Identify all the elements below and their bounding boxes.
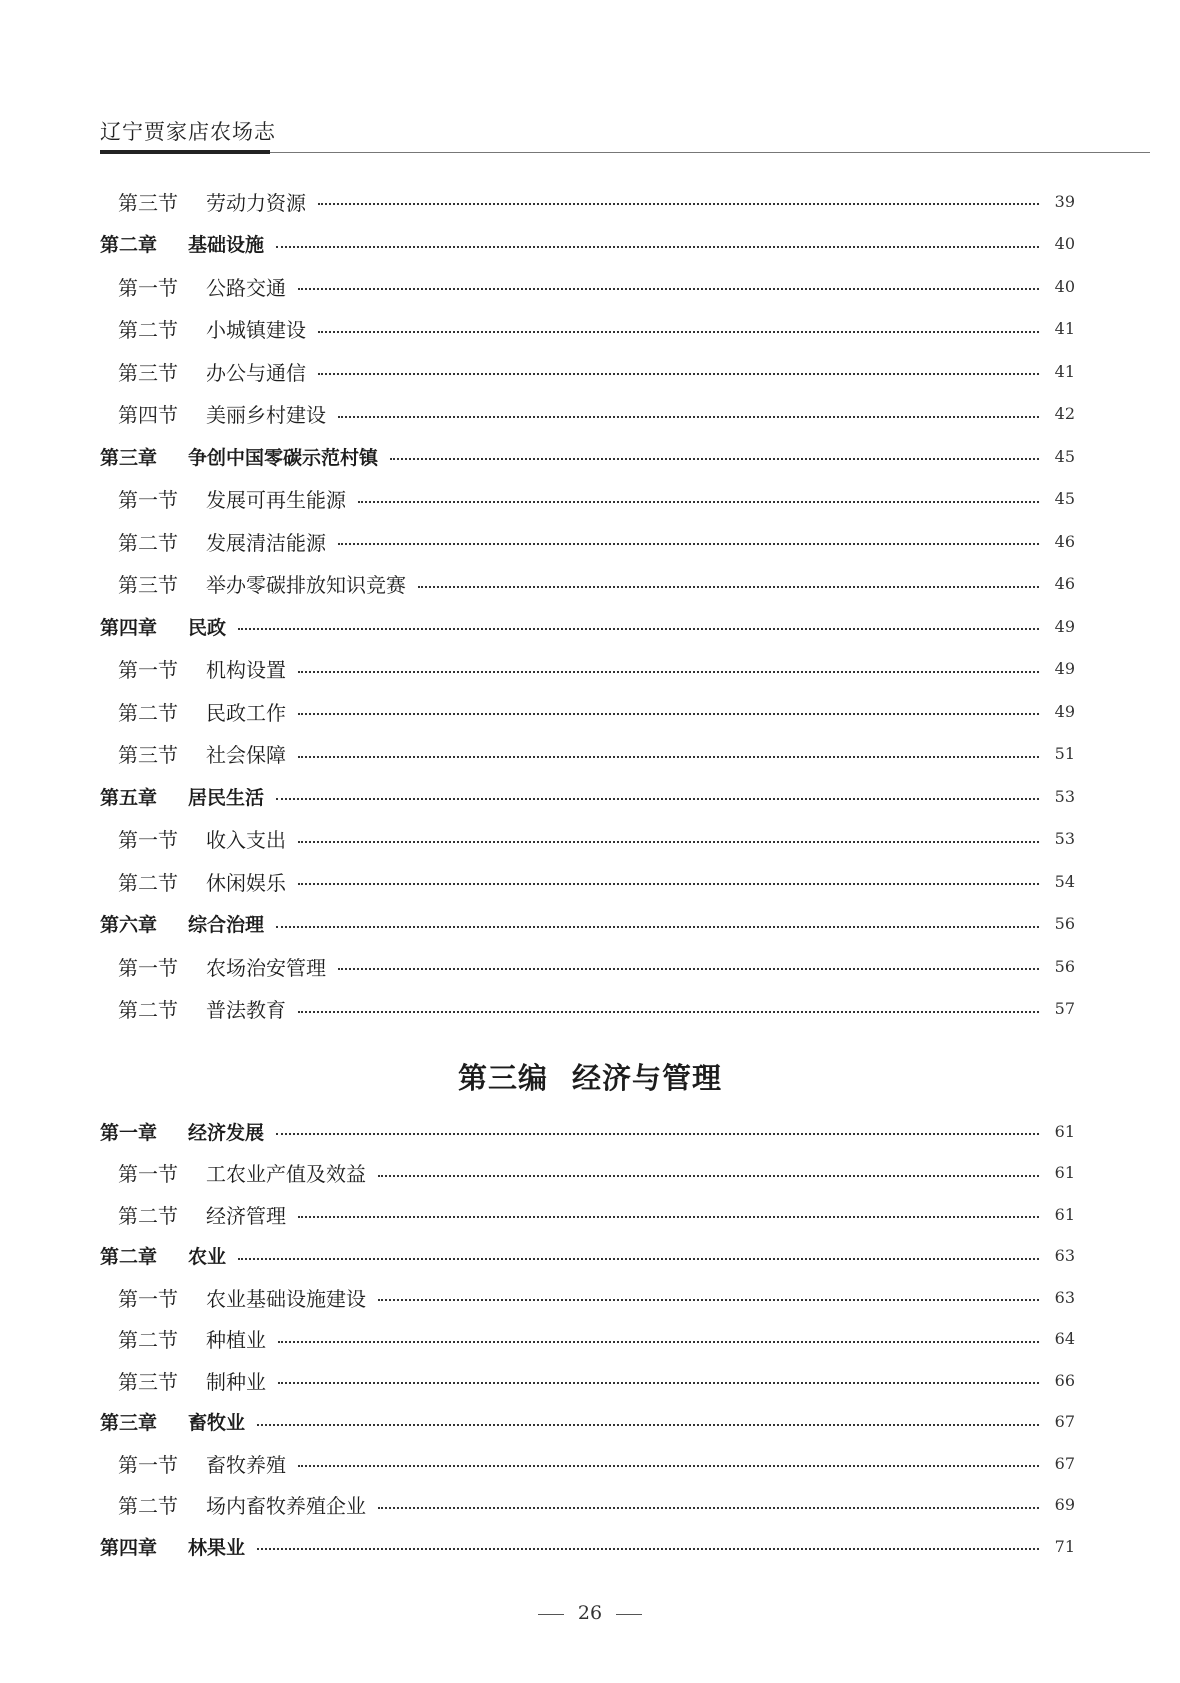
toc-entry-title: 综合治理 [188, 914, 265, 936]
dot-leader [278, 1339, 1039, 1343]
dot-leader [238, 1256, 1039, 1260]
toc-entry-chapter [0, 611, 1075, 641]
toc-entry-title: 林果业 [188, 1536, 246, 1559]
dot-leader [358, 499, 1039, 503]
toc-entry-label: 第三章 [100, 446, 158, 469]
dot-leader [276, 1131, 1039, 1135]
toc-entry-page: 49 [1054, 659, 1075, 678]
dot-leader [298, 1463, 1039, 1467]
dot-leader [276, 924, 1039, 928]
toc-entry-title: 休闲娱乐 [206, 870, 286, 895]
toc-entry-chapter [0, 781, 1075, 811]
toc-entry-section [0, 1158, 1075, 1188]
toc-entry-title: 农业基础设施建设 [206, 1286, 366, 1311]
toc-entry-page: 63 [1054, 1287, 1075, 1307]
header-rule-thick [100, 150, 270, 154]
toc-entry-section [0, 271, 1075, 301]
toc-entry-section [0, 399, 1075, 429]
toc-entry-chapter [0, 1531, 1075, 1561]
toc-entry-title: 农业 [188, 1246, 227, 1268]
toc-entry-page: 45 [1054, 489, 1075, 508]
toc-entry-page: 51 [1054, 744, 1075, 763]
toc-entry-title: 办公与通信 [206, 360, 306, 385]
toc-entry-section [0, 696, 1075, 726]
dot-leader [390, 456, 1039, 460]
toc-entry-label: 第六章 [100, 914, 158, 936]
toc-entry-page: 49 [1054, 701, 1075, 721]
toc-entry-label: 第四节 [118, 403, 178, 427]
toc-entry-page: 67 [1054, 1453, 1075, 1473]
toc-entry-label: 第二章 [100, 1246, 158, 1268]
toc-entry-page: 46 [1054, 531, 1075, 551]
toc-entry-section [0, 314, 1075, 344]
toc-entry-page: 53 [1054, 786, 1075, 806]
toc-entry-title: 基础设施 [188, 234, 265, 256]
toc-entry-title: 美丽乡村建设 [206, 403, 326, 427]
toc-entry-page: 69 [1054, 1495, 1075, 1514]
toc-entry-page: 63 [1054, 1246, 1075, 1265]
dot-leader [378, 1173, 1039, 1177]
toc-entry-page: 56 [1054, 914, 1075, 933]
dot-leader [276, 796, 1039, 800]
toc-entry-label: 第三节 [118, 360, 178, 385]
toc-entry-section [0, 1324, 1075, 1354]
toc-entry-title: 经济发展 [188, 1121, 265, 1144]
toc-entry-title: 机构设置 [206, 658, 286, 682]
toc-entry-page: 64 [1054, 1329, 1075, 1348]
toc-entry-title: 农场治安管理 [206, 955, 326, 980]
toc-entry-title: 发展可再生能源 [206, 488, 346, 512]
toc-entry-title: 公路交通 [206, 275, 286, 300]
toc-entry-label: 第二节 [118, 1203, 178, 1228]
toc-entry-section [0, 866, 1075, 896]
toc-entry-label: 第一节 [118, 1452, 178, 1477]
dot-leader [298, 711, 1039, 715]
toc-entry-section [0, 1365, 1075, 1395]
dot-leader [418, 584, 1039, 588]
toc-entry-label: 第三节 [118, 743, 178, 767]
toc-entry-label: 第一节 [118, 828, 178, 852]
toc-entry-page: 66 [1054, 1370, 1075, 1390]
toc-entry-section [0, 1199, 1075, 1229]
toc-entry-section [0, 484, 1075, 514]
toc-entry-label: 第一节 [118, 1162, 178, 1186]
toc-entry-label: 第二节 [118, 870, 178, 895]
toc-entry-label: 第二节 [118, 1494, 178, 1518]
dot-leader [378, 1297, 1039, 1301]
toc-entry-title: 居民生活 [188, 786, 265, 809]
toc-entry-label: 第五章 [100, 786, 158, 809]
toc-entry-page: 40 [1054, 234, 1075, 253]
dot-leader [338, 414, 1039, 418]
toc-entry-section [0, 951, 1075, 981]
toc-entry-page: 61 [1054, 1163, 1075, 1182]
toc-entry-title: 社会保障 [206, 743, 286, 767]
toc-entry-section [0, 739, 1075, 769]
dot-leader [298, 1214, 1039, 1218]
toc-entry-title: 收入支出 [206, 828, 286, 852]
dot-leader [278, 1380, 1039, 1384]
toc-entry-section [0, 526, 1075, 556]
toc-entry-page: 46 [1054, 574, 1075, 593]
toc-entry-section [0, 654, 1075, 684]
toc-entry-label: 第三节 [118, 190, 178, 215]
toc-entry-section [0, 1282, 1075, 1312]
toc-entry-page: 39 [1054, 191, 1075, 211]
toc-entry-chapter [0, 441, 1075, 471]
dot-leader [257, 1422, 1039, 1426]
toc-entry-page: 54 [1054, 871, 1075, 891]
dot-leader [298, 839, 1039, 843]
toc-entry-page: 41 [1054, 361, 1075, 381]
toc-entry-section [0, 356, 1075, 386]
toc-entry-label: 第二节 [118, 530, 178, 555]
toc-entry-title: 经济管理 [206, 1203, 286, 1228]
dot-leader [298, 669, 1039, 673]
dot-leader [298, 286, 1039, 290]
part-heading-label: 第三编 [457, 1061, 548, 1095]
dot-leader [238, 626, 1039, 630]
toc-entry-label: 第二节 [118, 700, 178, 725]
toc-entry-label: 第一节 [118, 955, 178, 980]
toc-entry-page: 40 [1054, 276, 1075, 296]
toc-entry-page: 57 [1054, 999, 1075, 1018]
toc-entry-title: 民政 [188, 616, 227, 639]
toc-entry-section [0, 569, 1075, 599]
toc-entry-label: 第四章 [100, 1536, 158, 1559]
toc-entry-label: 第四章 [100, 616, 158, 639]
toc-entry-title: 民政工作 [206, 700, 286, 725]
toc-entry-section [0, 1490, 1075, 1520]
toc-entry-page: 49 [1054, 616, 1075, 636]
toc-entry-label: 第三节 [118, 1369, 178, 1394]
toc-entry-section [0, 1448, 1075, 1478]
header-rule-thin [270, 152, 1150, 153]
dot-leader [257, 1546, 1039, 1550]
toc-entry-page: 71 [1054, 1536, 1075, 1556]
toc-entry-title: 场内畜牧养殖企业 [206, 1494, 366, 1518]
toc-entry-title: 劳动力资源 [206, 190, 306, 215]
toc-entry-title: 争创中国零碳示范村镇 [188, 446, 379, 469]
dot-leader [298, 881, 1039, 885]
page-number: 26 [577, 1602, 603, 1624]
toc-entry-section [0, 186, 1075, 216]
toc-entry-page: 41 [1054, 319, 1075, 338]
dot-leader [318, 201, 1039, 205]
toc-entry-chapter [0, 229, 1075, 259]
toc-entry-label: 第一节 [118, 488, 178, 512]
toc-entry-label: 第二节 [118, 998, 178, 1022]
toc-entry-page: 42 [1054, 404, 1075, 423]
toc-entry-title: 工农业产值及效益 [206, 1162, 366, 1186]
toc-entry-chapter [0, 909, 1075, 939]
running-head: 辽宁贾家店农场志 [100, 120, 276, 144]
toc-entry-chapter [0, 1241, 1075, 1271]
toc-entry-label: 第一节 [118, 275, 178, 300]
toc-entry-page: 53 [1054, 829, 1075, 848]
toc-entry-label: 第二章 [100, 234, 158, 256]
toc-entry-section [0, 824, 1075, 854]
toc-entry-page: 67 [1054, 1412, 1075, 1431]
toc-entry-section [0, 994, 1075, 1024]
toc-entry-chapter [0, 1407, 1075, 1437]
dot-leader [318, 371, 1039, 375]
toc-entry-label: 第二节 [118, 318, 178, 342]
toc-entry-title: 普法教育 [206, 998, 286, 1022]
toc-entry-title: 小城镇建设 [206, 318, 306, 342]
toc-entry-page: 45 [1054, 446, 1075, 466]
dot-leader [318, 329, 1039, 333]
toc-entry-label: 第一节 [118, 1286, 178, 1311]
toc-entry-title: 制种业 [206, 1369, 266, 1394]
dot-leader [378, 1505, 1039, 1509]
dot-leader [298, 1009, 1039, 1013]
toc-entry-title: 种植业 [206, 1328, 266, 1352]
part-heading [0, 1056, 1180, 1097]
toc-entry-page: 61 [1054, 1204, 1075, 1224]
dot-leader [338, 541, 1039, 545]
dot-leader [338, 966, 1039, 970]
toc-entry-label: 第二节 [118, 1328, 178, 1352]
toc-entry-page: 56 [1054, 956, 1075, 976]
toc-entry-page: 61 [1054, 1121, 1075, 1141]
toc-entry-chapter [0, 1116, 1075, 1146]
toc-entry-label: 第一节 [118, 658, 178, 682]
toc-entry-label: 第三节 [118, 573, 178, 597]
page-folio [0, 1602, 1180, 1624]
toc-entry-title: 畜牧养殖 [206, 1452, 286, 1477]
toc-entry-label: 第一章 [100, 1121, 158, 1144]
dot-leader [276, 244, 1039, 248]
dot-leader [298, 754, 1039, 758]
toc-entry-title: 畜牧业 [188, 1412, 246, 1434]
toc-entry-label: 第三章 [100, 1412, 158, 1434]
part-heading-title: 经济与管理 [572, 1061, 723, 1095]
toc-entry-title: 发展清洁能源 [206, 530, 326, 555]
toc-entry-title: 举办零碳排放知识竞赛 [206, 573, 406, 597]
